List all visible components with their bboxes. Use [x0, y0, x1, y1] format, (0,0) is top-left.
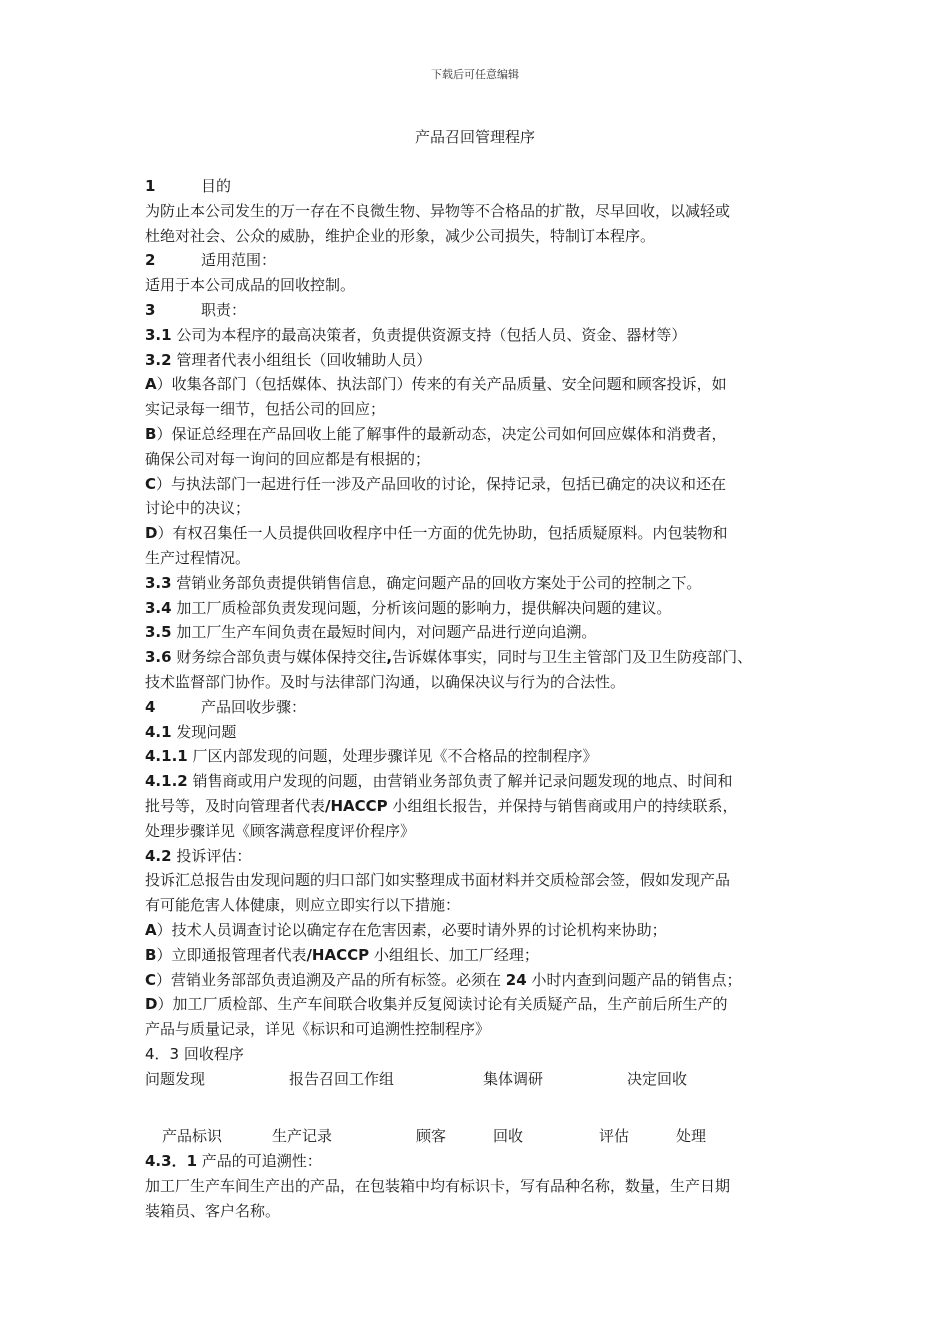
section-heading-recall-steps	[145, 695, 825, 720]
flow-gap	[145, 1091, 825, 1124]
item-text: ）营销业务部部负责追溯及产品的所有标签。必须在	[156, 970, 506, 989]
paragraph-line: 适用于本公司成品的回收控制。	[145, 276, 356, 295]
clause-number: 3.5	[145, 623, 172, 642]
item-d	[145, 521, 825, 546]
clause-text: 产品的可追溯性：	[197, 1152, 322, 1171]
flow-step: 集体调研	[483, 1069, 544, 1088]
flow-step: 生产记录	[272, 1127, 333, 1146]
paragraph-line: 实记录每一细节，包括公司的回应；	[145, 400, 386, 419]
item-text: ）与执法部门一起进行任一涉及产品回收的讨论，保持记录，包括已确定的决议和还在	[156, 474, 727, 493]
clause-number: 4.3．1	[145, 1152, 198, 1171]
flow-step: 产品标识	[162, 1127, 223, 1146]
item-text: 小组组长、加工厂经理；	[369, 945, 539, 964]
section-title: 适用范围：	[201, 251, 277, 270]
paragraph-line: 技术监督部门协作。及时与法律部门沟通，以确保决议与行为的合法性。	[145, 672, 626, 691]
clause-text: 营销业务部负责提供销售信息，确定问题产品的回收方案处于公司的控制之下。	[171, 573, 702, 592]
section-number: 2	[145, 251, 156, 270]
clause-number: 3.1	[145, 325, 172, 344]
item-text: ）立即通报管理者代表	[156, 945, 307, 964]
item-letter: B	[145, 945, 157, 964]
clause-text: 投诉评估：	[171, 846, 252, 865]
clause-text: 加工厂生产车间负责在最短时间内，对问题产品进行逆向追溯。	[171, 623, 597, 642]
measure-c	[145, 968, 825, 993]
item-text: ）技术人员调查讨论以确定存在危害因素，必要时请外界的讨论机构来协助；	[156, 920, 667, 939]
clause-comma: ,	[386, 648, 393, 667]
clause-3-3	[145, 571, 825, 596]
flow-step: 报告召回工作组	[289, 1069, 395, 1088]
clause-number: 4.1	[145, 722, 172, 741]
paragraph-line: 为防止本公司发生的万一存在不良微生物、异物等不合格品的扩散，尽早回收，以减轻或	[145, 201, 731, 220]
clause-text: 发现问题	[171, 722, 237, 741]
paragraph-line: 装箱员、客户名称。	[145, 1201, 281, 1220]
clause-text: 加工厂质检部负责发现问题，分析该问题的影响力，提供解决问题的建议。	[171, 598, 672, 617]
flow-step: 决定回收	[627, 1069, 688, 1088]
paragraph-line: 确保公司对每一询问的回应都是有根据的；	[145, 449, 431, 468]
clause-number: 3.4	[145, 598, 172, 617]
clause-4-2	[145, 844, 825, 869]
item-text: ）收集各部门（包括媒体、执法部门）传来的有关产品质量、安全问题和顾客投诉，如	[156, 375, 727, 394]
item-letter: C	[145, 970, 157, 989]
clause-text: 小组组长报告，并保持与销售商或用户的持续联系，	[387, 796, 738, 815]
item-text: ）保证总经理在产品回收上能了解事件的最新动态，决定公司如何回应媒体和消费者，	[156, 424, 727, 443]
clause-number: 3.2	[145, 350, 172, 369]
header-note: 下载后可任意编辑	[431, 68, 519, 81]
item-letter: A	[145, 375, 157, 394]
flow-step: 回收	[493, 1127, 524, 1146]
clause-3-5	[145, 620, 825, 645]
clause-number: 3.3	[145, 573, 172, 592]
haccp-label: /HACCP	[325, 796, 388, 815]
item-a	[145, 372, 825, 397]
clause-number: 3.6	[145, 648, 172, 667]
haccp-label: /HACCP	[306, 945, 370, 964]
paragraph-line: 产品与质量记录，详见《标识和可追溯性控制程序》	[145, 1020, 491, 1039]
flow-row-2	[145, 1124, 825, 1149]
flow-step: 处理	[676, 1127, 707, 1146]
flow-step: 问题发现	[145, 1069, 206, 1088]
paragraph-line: 投诉汇总报告由发现问题的归口部门如实整理成书面材料并交质检部会签，假如发现产品	[145, 871, 731, 890]
item-letter: A	[145, 920, 157, 939]
document-body	[145, 174, 825, 1224]
measure-d	[145, 992, 825, 1017]
clause-3-4	[145, 596, 825, 621]
clause-4-1-1	[145, 744, 825, 769]
item-c	[145, 472, 825, 497]
item-letter: B	[145, 424, 157, 443]
clause-text: 管理者代表小组组长（回收辅助人员）	[171, 350, 432, 369]
item-b	[145, 422, 825, 447]
paragraph-line: 杜绝对社会、公众的威胁，维护企业的形象，减少公司损失，特制订本程序。	[145, 226, 656, 245]
clause-text: 财务综合部负责与媒体保持交往	[171, 648, 387, 667]
clause-text: 批号等，及时向管理者代表	[145, 796, 326, 815]
clause-4-3	[145, 1042, 825, 1067]
document-title: 产品召回管理程序	[414, 128, 535, 146]
section-heading-responsibilities	[145, 298, 825, 323]
clause-4-1	[145, 720, 825, 745]
clause-text: 厂区内部发现的问题，处理步骤详见《不合格品的控制程序》	[187, 747, 598, 766]
clause-number: 4.2	[145, 846, 172, 865]
section-title: 职责：	[201, 300, 247, 319]
clause-number: 4．3	[145, 1044, 180, 1063]
section-number: 1	[145, 177, 156, 195]
flow-row-1	[145, 1067, 825, 1092]
section-number: 3	[145, 300, 156, 319]
section-heading-purpose	[145, 174, 825, 199]
section-title: 产品回收步骤：	[201, 697, 307, 716]
section-title: 目的	[201, 177, 232, 195]
clause-4-3-1	[145, 1149, 825, 1174]
paragraph-line	[145, 794, 825, 819]
clause-text: 公司为本程序的最高决策者，负责提供资源支持（包括人员、资金、器材等）	[171, 325, 687, 344]
clause-4-1-2	[145, 769, 825, 794]
item-text: 小时内查到问题产品的销售点；	[526, 970, 742, 989]
item-letter: D	[145, 524, 158, 543]
hours-value: 24	[505, 970, 527, 989]
paragraph-line: 讨论中的决议；	[145, 499, 251, 518]
clause-number: 4.1.1	[145, 747, 188, 766]
clause-3-1	[145, 323, 825, 348]
clause-text: 销售商或用户发现的问题，由营销业务部负责了解并记录问题发现的地点、时间和	[187, 772, 733, 791]
paragraph-line: 生产过程情况。	[145, 548, 251, 567]
flow-step: 评估	[599, 1127, 630, 1146]
clause-text: 回收程序	[179, 1044, 244, 1063]
clause-text: 告诉媒体事实，同时与卫生主管部门及卫生防疫部门、	[392, 648, 753, 667]
item-letter: C	[145, 474, 157, 493]
measure-a	[145, 918, 825, 943]
section-number: 4	[145, 697, 156, 716]
item-text: ）有权召集任一人员提供回收程序中任一方面的优先协助，包括质疑原料。内包装物和	[157, 524, 728, 543]
paragraph-line: 处理步骤详见《顾客满意程度评价程序》	[145, 821, 416, 840]
item-letter: D	[145, 995, 158, 1014]
paragraph-line: 加工厂生产车间生产出的产品，在包装箱中均有标识卡，写有品种名称，数量，生产日期	[145, 1177, 731, 1196]
section-heading-scope	[145, 248, 825, 273]
clause-number: 4.1.2	[145, 772, 188, 791]
clause-3-6	[145, 645, 825, 670]
paragraph-line: 有可能危害人体健康，则应立即实行以下措施：	[145, 896, 461, 915]
item-text: ）加工厂质检部、生产车间联合收集并反复阅读讨论有关质疑产品，生产前后所生产的	[157, 995, 728, 1014]
clause-3-2	[145, 348, 825, 373]
measure-b	[145, 943, 825, 968]
flow-step: 顾客	[416, 1127, 447, 1146]
